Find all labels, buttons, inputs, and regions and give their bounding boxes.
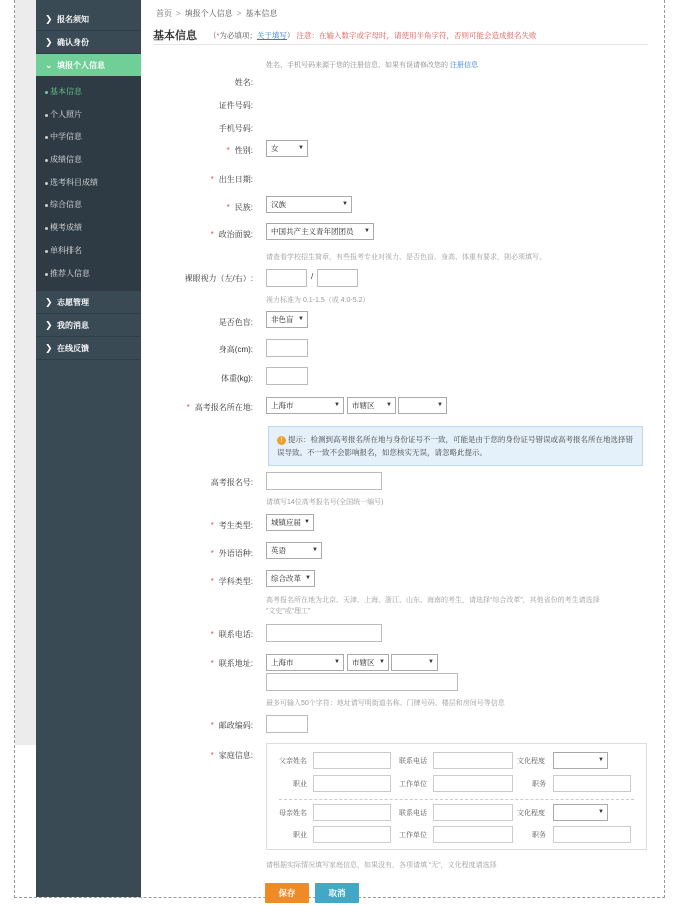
sidebar-item-label: 志愿管理 [57, 298, 89, 308]
breadcrumb-step[interactable]: 填报个人信息 [184, 9, 233, 18]
required-star: * [186, 403, 190, 412]
ethnicity-select[interactable]: 汉族 ▼ [266, 196, 352, 213]
mother-position-label: 职务 [532, 832, 546, 839]
mother-workplace-input[interactable] [433, 826, 513, 843]
bullet-icon [45, 250, 48, 253]
exam-district-select[interactable]: 市辖区 ▼ [347, 397, 396, 414]
sidebar-item-feedback[interactable] [36, 337, 141, 360]
exam-county-select[interactable] [398, 397, 447, 414]
sidebar-subitem-label: 基本信息 [50, 87, 82, 96]
required-star: * [210, 630, 214, 639]
height-label: 身高(cm): [218, 345, 253, 354]
subject-type-label [141, 576, 253, 587]
father-workplace-input[interactable] [433, 775, 513, 792]
required-note-paren: ） [286, 31, 295, 40]
mother-job-label: 职业 [293, 832, 307, 839]
exam-number-label: 高考报名号: [210, 478, 253, 487]
health-requirement-hint: 请查看学校招生简章，有些报考专业对视力、是否色盲、身高、体重有要求，則必须填写。 [266, 254, 546, 261]
subject-type-hint-line1: 高考报名所在地为北京、天津、上海、浙江、山东、海南的考生，请选择“综合改革”，其他省份的考生请选择 [266, 597, 600, 604]
colorblind-select[interactable]: 非色盲 ▼ [266, 311, 308, 328]
breadcrumb-current: 基本信息 [245, 9, 278, 18]
father-education-select[interactable] [553, 752, 608, 769]
registration-info-link[interactable]: 注册信息 [449, 62, 478, 69]
exam-number-input[interactable] [266, 472, 382, 490]
mother-education-select[interactable] [553, 804, 608, 821]
sidebar-subitem-label: 单科排名 [50, 245, 82, 255]
family-divider [279, 799, 634, 800]
required-note-paren: （ [209, 31, 217, 40]
bullet-icon [45, 114, 48, 117]
sidebar-subitem-basic-info[interactable] [36, 81, 141, 104]
mother-name-label: 母亲姓名 [279, 810, 307, 817]
save-button[interactable]: 保存 [265, 883, 309, 903]
sidebar-top-spacer [36, 0, 141, 8]
breadcrumb-home[interactable]: 首页 [156, 9, 172, 18]
sidebar-subitem-label: 模考成绩 [50, 223, 82, 233]
mother-phone-label: 联系电话 [399, 810, 427, 817]
left-gutter [15, 0, 36, 745]
family-info-label-text: 家庭信息: [218, 751, 253, 760]
sidebar-subitem-label: 推荐人信息 [50, 268, 90, 278]
sidebar-item-confirm-identity[interactable] [36, 31, 141, 54]
halfwidth-warning: 注意：在输入数字或字母时，请使用半角字符，否则可能会造成报名失败 [296, 31, 537, 40]
bullet-icon [45, 159, 48, 162]
address-label-text: 联系地址: [218, 659, 253, 668]
sidebar-subitem-scores[interactable] [36, 149, 141, 172]
bullet-icon [45, 182, 48, 185]
father-workplace-label: 工作单位 [399, 781, 427, 788]
sidebar-item-label: 在线反馈 [57, 344, 89, 354]
exam-location-label [141, 402, 253, 413]
phone-label: 手机号码: [218, 124, 253, 133]
cancel-button[interactable]: 取消 [315, 883, 359, 903]
alert-text: 提示：检测到高考报名所在地与身份证号不一致，可能是由于您的身份证号错误或高考报名所在地选择错误导致。不一致不会影响报名，如您核实无误，请忽略此提示。 [277, 435, 633, 457]
required-star: * [210, 521, 214, 530]
required-star: * [210, 549, 214, 558]
vision-separator: / [311, 272, 314, 281]
sidebar-item-label: 报名须知 [57, 15, 89, 24]
right-eye-vision-input[interactable] [317, 269, 358, 287]
bullet-icon [45, 273, 48, 276]
sidebar-subitem-comprehensive[interactable] [36, 194, 141, 217]
father-name-label: 父亲姓名 [279, 758, 307, 765]
contact-phone-label [141, 629, 253, 640]
chevron-right-icon: ❯ [45, 343, 53, 354]
foreign-language-select[interactable]: 英语 ▼ [266, 542, 322, 559]
zip-code-label [141, 720, 253, 731]
name-label: 姓名: [234, 78, 253, 87]
mother-name-input[interactable] [313, 804, 391, 821]
required-note-text: 为必填项； [219, 31, 257, 40]
student-type-label [141, 520, 253, 531]
vision-label: 裸眼视力（左/右）: [184, 274, 253, 283]
foreign-language-label-text: 外语语种: [218, 549, 253, 558]
subject-type-select[interactable]: 综合改革 ▼ [266, 570, 315, 587]
required-star: * [226, 146, 230, 155]
chevron-down-icon: ⌄ [45, 60, 53, 70]
breadcrumb-separator: > [236, 9, 242, 18]
sidebar-subitem-school[interactable] [36, 126, 141, 149]
id-number-label: 证件号码: [218, 101, 253, 110]
required-note [209, 30, 537, 41]
student-type-select[interactable]: 城镇应届 ▼ [266, 514, 314, 531]
sidebar [36, 0, 141, 897]
colorblind-label: 是否色盲: [218, 318, 253, 327]
foreign-language-label [141, 548, 253, 559]
address-province-select[interactable]: 上海市 ▼ [266, 654, 344, 671]
sidebar-subitem-referrer[interactable] [36, 263, 141, 286]
sidebar-subitem-photo[interactable] [36, 104, 141, 127]
gender-select[interactable]: 女 ▼ [266, 140, 308, 157]
political-status-label [141, 229, 253, 240]
sidebar-subitem-label: 选考科目成绩 [50, 177, 98, 187]
chevron-right-icon: ❯ [45, 297, 53, 308]
address-label [141, 658, 253, 669]
main-content [141, 0, 665, 898]
address-district-select[interactable]: 市辖区 ▼ [347, 654, 389, 671]
bullet-icon [45, 227, 48, 230]
required-star: * [216, 31, 220, 40]
chevron-right-icon: ❯ [45, 37, 53, 47]
title-divider [153, 44, 648, 45]
subject-type-hint-line2: “文史”或“理工” [266, 608, 311, 615]
required-star: * [210, 751, 214, 760]
father-name-input[interactable] [313, 752, 391, 769]
sidebar-subitem-label: 中学信息 [50, 132, 82, 142]
birthdate-label [141, 174, 253, 185]
zip-code-label-text: 邮政编码: [218, 721, 253, 730]
gender-label [141, 145, 253, 156]
father-phone-input[interactable] [433, 752, 513, 769]
gender-label-text: 性别: [234, 146, 253, 155]
political-status-label-text: 政治面貌: [218, 230, 253, 239]
address-detail-input[interactable] [266, 673, 458, 691]
contact-phone-input[interactable] [266, 624, 382, 642]
address-hint: 最多可输入50个字符：地址请写明街道名称、门牌号码、楼层和房间号等信息 [266, 700, 505, 707]
sidebar-subitem-subject-rank[interactable] [36, 240, 141, 263]
mother-position-input[interactable] [553, 826, 631, 843]
political-status-select[interactable]: 中国共产主义青年团团员 ▼ [266, 223, 374, 240]
bullet-icon [45, 204, 48, 207]
about-filling-link[interactable]: 关于填写 [256, 31, 287, 40]
chevron-right-icon: ❯ [45, 320, 53, 331]
required-star: * [210, 230, 214, 239]
page-title: 基本信息 [153, 30, 197, 42]
sidebar-item-messages[interactable] [36, 314, 141, 337]
sidebar-item-personal-info[interactable] [36, 54, 141, 77]
ethnicity-label [141, 202, 253, 213]
contact-phone-label-text: 联系电话: [218, 630, 253, 639]
family-info-hint: 请根据实际情况填写家庭信息，如果没有，各项请填 “无”，文化程度请选择 [266, 862, 497, 869]
weight-input[interactable] [266, 367, 308, 385]
bullet-icon [45, 91, 48, 94]
info-icon: ! [277, 436, 286, 445]
sidebar-item-label: 确认身份 [57, 38, 89, 47]
birthdate-label-text: 出生日期: [218, 175, 253, 184]
registration-tip-text: 姓名、手机号码来源于您的注册信息，如果有误请修改您的 [266, 62, 448, 69]
sidebar-item-label: 填报个人信息 [57, 61, 105, 70]
sidebar-subitem-label: 综合信息 [50, 200, 82, 210]
chevron-right-icon: ❯ [45, 14, 53, 24]
family-info-label [141, 750, 253, 761]
ethnicity-label-text: 民族: [234, 203, 253, 212]
sidebar-subitem-label: 个人照片 [50, 109, 82, 119]
family-info-panel [266, 743, 647, 850]
sidebar-item-apply-notice[interactable] [36, 8, 141, 31]
exam-location-label-text: 高考报名所在地: [194, 403, 253, 412]
breadcrumb-separator: > [176, 9, 181, 18]
sidebar-subitem-label: 成绩信息 [50, 155, 82, 165]
required-star: * [210, 577, 214, 586]
left-eye-vision-input[interactable] [266, 269, 307, 287]
required-star: * [226, 203, 230, 212]
sidebar-item-volunteer[interactable] [36, 291, 141, 314]
address-county-select[interactable] [391, 654, 438, 671]
mother-job-input[interactable] [313, 826, 391, 843]
sidebar-subitem-mock-exam[interactable] [36, 217, 141, 240]
sidebar-subitem-elective-scores[interactable] [36, 172, 141, 195]
father-job-input[interactable] [313, 775, 391, 792]
height-input[interactable] [266, 339, 308, 357]
father-phone-label: 联系电话 [399, 758, 427, 765]
required-star: * [210, 175, 214, 184]
student-type-label-text: 考生类型: [218, 521, 253, 530]
subject-type-label-text: 学科类型: [218, 577, 253, 586]
exam-province-select[interactable]: 上海市 ▼ [266, 397, 344, 414]
location-mismatch-alert [268, 426, 643, 466]
zip-code-input[interactable] [266, 715, 308, 733]
required-star: * [210, 659, 214, 668]
mother-education-label: 文化程度 [517, 810, 545, 817]
father-position-input[interactable] [553, 775, 631, 792]
bullet-icon [45, 136, 48, 139]
breadcrumb [156, 8, 277, 19]
mother-phone-input[interactable] [433, 804, 513, 821]
registration-tip [266, 60, 478, 70]
sidebar-submenu [36, 77, 141, 291]
vision-hint: 视力标准为 0.1-1.5（或 4.0-5.2） [266, 297, 370, 304]
required-star: * [210, 721, 214, 730]
exam-number-hint: 请填写14位高考报名号(全国统一编号) [266, 499, 384, 506]
father-education-label: 文化程度 [517, 758, 545, 765]
father-job-label: 职业 [293, 781, 307, 788]
mother-workplace-label: 工作单位 [399, 832, 427, 839]
father-position-label: 职务 [532, 781, 546, 788]
sidebar-item-label: 我的消息 [57, 321, 89, 331]
weight-label: 体重(kg): [221, 374, 253, 383]
